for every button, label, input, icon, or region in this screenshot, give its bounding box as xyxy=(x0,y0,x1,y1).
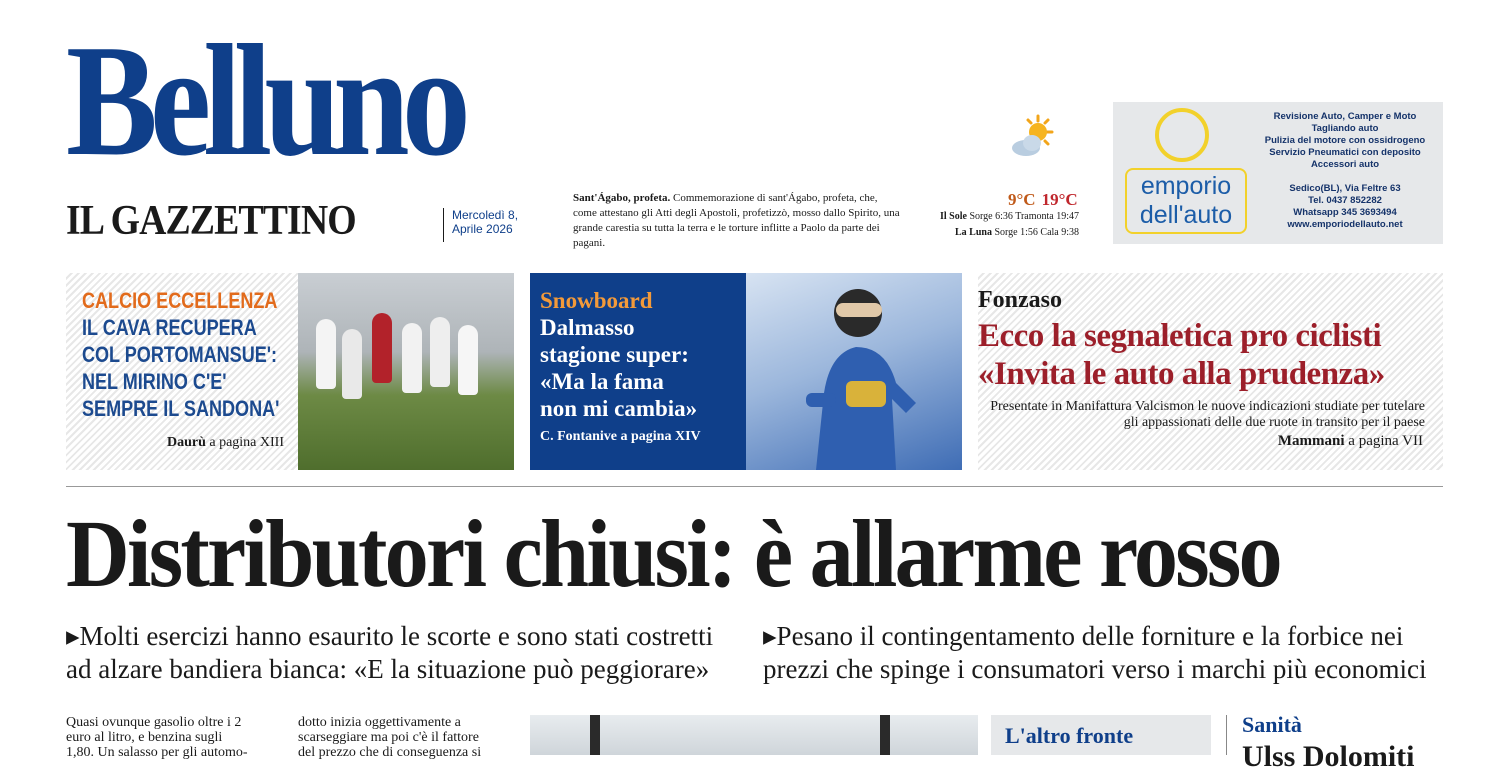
main-subhead-right-line1: ▸Pesano il contingentamento delle forniture e la forbice nei xyxy=(763,621,1404,651)
snowboarder-photo xyxy=(746,273,962,470)
teaser-fonzaso-author: Mammani xyxy=(1277,433,1345,449)
teaser-fonzaso[interactable] xyxy=(978,273,1443,470)
sidebar-box-altro-fronte[interactable] xyxy=(991,715,1211,755)
article-line: 1,80. Un salasso per gli automo- xyxy=(66,745,248,760)
masthead-city: Belluno xyxy=(66,11,463,189)
teaser-fonzaso-page: a pagina VII xyxy=(1348,433,1423,449)
ad-line: Revisione Auto, Camper e Moto xyxy=(1273,111,1417,122)
ad-line-spacer xyxy=(1253,171,1437,183)
main-subhead-left-line1: ▸Molti esercizi hanno esaurito le scorte e sono stati costretti xyxy=(66,621,714,651)
temp-max: 19°C xyxy=(1041,190,1078,209)
teaser-snowboard-text xyxy=(540,287,746,422)
teaser-snowboard-line: «Ma la fama xyxy=(540,369,664,394)
ad-line: Accessori auto xyxy=(1310,159,1380,170)
issue-date xyxy=(443,208,518,242)
teaser-fonzaso-summary: Presentate in Manifattura Valcismon le nuove indicazioni studiate per tutelare gli appassionati delle due ruote in transito per il paese xyxy=(990,399,1425,430)
article-line: Quasi ovunque gasolio oltre i 2 xyxy=(66,715,242,730)
ad-line: Sedico(BL), Via Feltre 63 xyxy=(1289,183,1401,194)
advertisement-emporio[interactable] xyxy=(1113,102,1443,244)
teaser-snowboard-line: stagione super: xyxy=(540,342,689,367)
teaser-fonzaso-headline xyxy=(978,317,1443,393)
ad-line: Tagliando auto xyxy=(1311,123,1379,134)
photo-pole xyxy=(880,715,890,755)
teaser-calcio[interactable] xyxy=(66,273,514,470)
article-column-1 xyxy=(66,715,286,760)
teaser-calcio-author: Daurù xyxy=(166,435,206,450)
teaser-fonzaso-headline-line1: Ecco la segnaletica pro ciclisti xyxy=(978,318,1382,354)
sun-times xyxy=(940,210,1079,223)
issue-date-day: Mercoledì 8, xyxy=(452,208,519,222)
section-divider xyxy=(66,486,1443,487)
teaser-snowboard[interactable] xyxy=(530,273,962,470)
article-column-2 xyxy=(298,715,518,760)
main-subhead-right-line2: prezzi che spinge i consumatori verso i marchi più economici xyxy=(763,654,1427,684)
moon-text: Sorge 1:56 Cala 9:38 xyxy=(994,227,1079,238)
teaser-calcio-line: COL PORTOMANSUE': xyxy=(82,342,278,367)
teaser-snowboard-credit: C. Fontanive a pagina XIV xyxy=(540,429,701,444)
moon-times xyxy=(955,226,1079,239)
teaser-calcio-line: NEL MIRINO C'E' xyxy=(82,369,227,394)
football-players-photo xyxy=(298,273,514,470)
teaser-calcio-credit xyxy=(167,435,284,451)
ad-line[interactable]: www.emporiodellauto.net xyxy=(1287,219,1403,230)
main-subhead-left-line2: ad alzare bandiera bianca: «E la situazione può peggiorare» xyxy=(66,654,710,684)
snowboarder-figure-icon xyxy=(746,273,962,470)
ad-line: Tel. 0437 852282 xyxy=(1308,195,1382,206)
teaser-calcio-text xyxy=(82,287,280,422)
ad-logo-ring-icon xyxy=(1155,108,1209,162)
sidebar-box-title: L'altro fronte xyxy=(1005,723,1134,748)
photo-pole xyxy=(590,715,600,755)
temp-min: 9°C xyxy=(1008,190,1036,209)
sun-cloud-icon xyxy=(1008,114,1056,162)
teaser-fonzaso-kicker: Fonzaso xyxy=(978,287,1062,313)
sun-text: Sorge 6:36 Tramonta 19:47 xyxy=(969,211,1079,222)
teaser-snowboard-line: non mi cambia» xyxy=(540,396,698,421)
ad-services-list xyxy=(1253,111,1437,231)
main-headline[interactable]: Distributori chiusi: è allarme rosso xyxy=(66,500,1280,607)
issue-date-month: Aprile 2026 xyxy=(452,222,513,236)
article-line: scarseggiare ma poi c'è il fattore xyxy=(298,730,479,745)
fuel-station-photo xyxy=(530,715,978,755)
ad-line: Servizio Pneumatici con deposito xyxy=(1269,147,1421,158)
teaser-snowboard-kicker: Snowboard xyxy=(540,288,653,313)
sanita-headline[interactable]: Ulss Dolomiti xyxy=(1242,740,1415,773)
main-subhead-left xyxy=(66,620,756,686)
saint-of-day xyxy=(573,191,903,251)
saint-text: Commemorazione di sant'Ágabo, profeta, che, come attestano gli Atti degli Apostoli, profetizzò, mosso dallo Spirito, una grande carestia su tutta la terra e le torture inflitte a Paolo da parte dei pagani. xyxy=(573,192,900,249)
ad-logo-line2: dell'auto xyxy=(1139,201,1233,229)
teaser-calcio-page: a pagina XIII xyxy=(209,435,284,450)
teaser-calcio-line: IL CAVA RECUPERA xyxy=(82,315,257,340)
moon-label: La Luna xyxy=(955,227,992,238)
ad-logo-text xyxy=(1125,168,1247,234)
saint-name: Sant'Ágabo, profeta. xyxy=(573,192,671,204)
teaser-calcio-kicker: CALCIO ECCELLENZA xyxy=(82,288,278,313)
teaser-calcio-line: SEMPRE IL SANDONA' xyxy=(82,396,280,421)
article-line: euro al litro, e benzina sugli xyxy=(66,730,223,745)
sun-label: Il Sole xyxy=(940,211,967,222)
temperatures xyxy=(1008,190,1078,210)
section-kicker-sanita: Sanità xyxy=(1242,712,1302,737)
ad-line: Whatsapp 345 3693494 xyxy=(1293,207,1397,218)
teaser-fonzaso-credit xyxy=(1278,433,1423,450)
masthead-paper-name: IL GAZZETTINO xyxy=(66,198,356,244)
ad-logo-line1: emporio xyxy=(1140,172,1232,200)
teaser-fonzaso-headline-line2: «Invita le auto alla prudenza» xyxy=(978,356,1385,392)
column-divider xyxy=(1226,715,1227,755)
main-subhead-right xyxy=(763,620,1453,686)
article-line: dotto inizia oggettivamente a xyxy=(298,715,461,730)
teaser-snowboard-line: Dalmasso xyxy=(540,315,635,340)
article-line: del prezzo che di conseguenza si xyxy=(298,745,482,760)
ad-line: Pulizia del motore con ossidrogeno xyxy=(1264,135,1426,146)
